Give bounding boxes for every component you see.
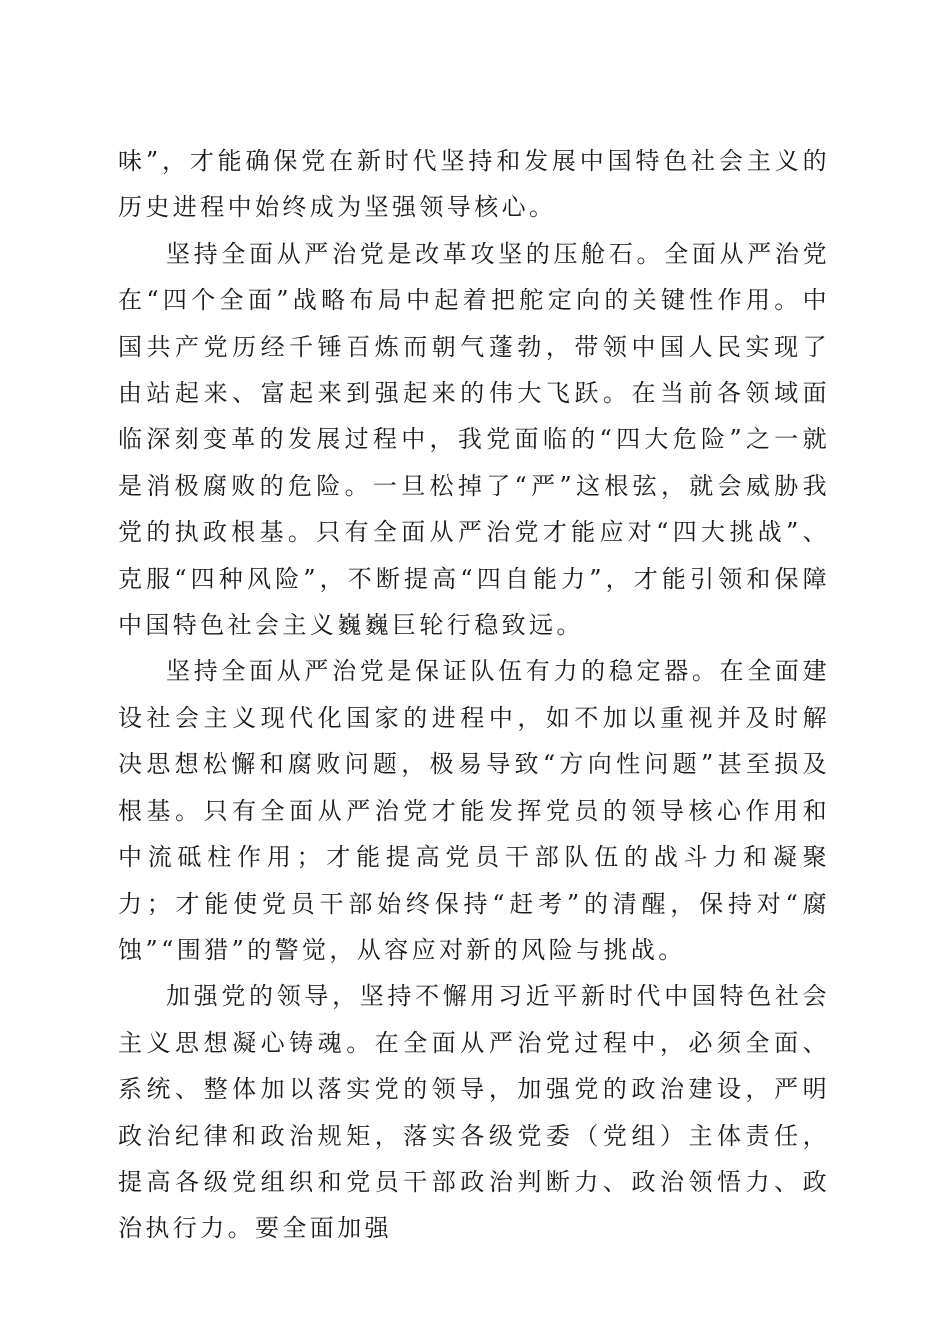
- paragraph-reform-ballast: 坚持全面从严治党是改革攻坚的压舱石。全面从严治党在“四个全面”战略布局中起着把舵定向的关键性作用。中国共产党历经千锤百炼而朝气蓬勃，带领中国人民实现了由站起来、富起来到强起来的伟大飞跃。在当前各领域面临深刻变革的发展过程中，我党面临的“四大危险”之一就是消极腐败的危险。一旦松掉了“严”这根弦，就会威胁我党的执政根基。只有全面从严治党才能应对“四大挑战”、克服“四种风险”，不断提高“四自能力”，才能引领和保障中国特色社会主义巍巍巨轮行稳致远。: [118, 239, 830, 640]
- paragraph-team-stabilizer: 坚持全面从严治党是保证队伍有力的稳定器。在全面建设社会主义现代化国家的进程中，如不加以重视并及时解决思想松懈和腐败问题，极易导致“方向性问题”甚至损及根基。只有全面从严治党才能发挥党员的领导核心作用和中流砥柱作用；才能提高党员干部队伍的战斗力和凝聚力；才能使党员干部始终保持“赶考”的清醒，保持对“腐蚀”“围猎”的警觉，从容应对新的风险与挑战。: [118, 657, 830, 964]
- paragraph-party-leadership: 加强党的领导，坚持不懈用习近平新时代中国特色社会主义思想凝心铸魂。在全面从严治党过程中，必须全面、系统、整体加以落实党的领导，加强党的政治建设，严明政治纪律和政治规矩，落实各级党委（党组）主体责任，提高各级党组织和党员干部政治判断力、政治领悟力、政治执行力。要全面加强: [118, 982, 830, 1243]
- paragraph-continued: 味”，才能确保党在新时代坚持和发展中国特色社会主义的历史进程中始终成为坚强领导核心。: [118, 147, 830, 222]
- body-text: [118, 138, 830, 1252]
